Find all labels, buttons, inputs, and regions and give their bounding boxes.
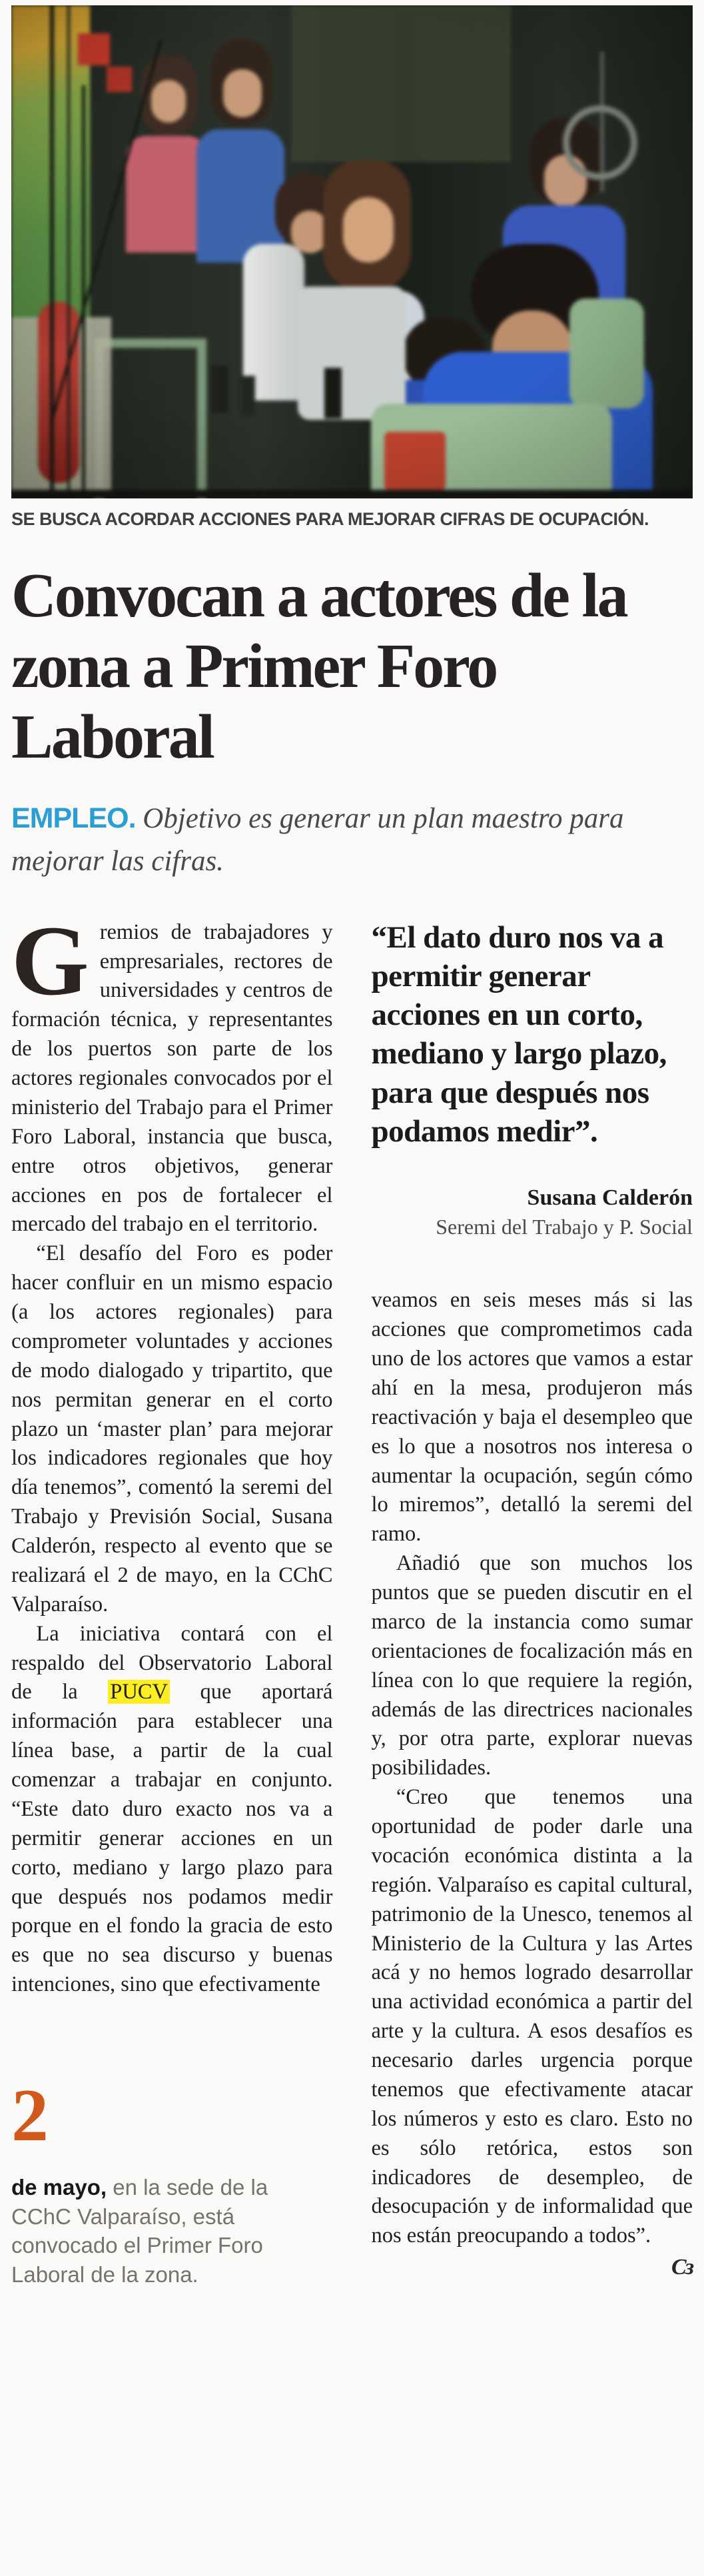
paragraph-2: “El desafío del Foro es poder hacer confluir en un mismo espacio (a los actores regionales) para comprometer voluntades y acciones de modo dialogado y tripartito, que nos permitan generar en el corto plazo un ‘master plan’ para mejorar los indicadores regionales que hoy día tenemos”, comentó la seremi del Trabajo y Previsión Social, Susana Calderón, respecto al evento que se realizará el 2 de mayo, en la CChC Valparaíso. bbox=[11, 1241, 333, 1616]
paragraph-6-text: “Creo que tenemos una oportunidad de poder darle una vocación económica distinta a la región. Valparaíso es capital cultural, patrimonio de la Unesco, tenemos al Ministerio de la Cultura y las Artes acá y no hemos logrado desarrollar una actividad económica a partir del arte y la cultura. A esos desafíos es necesario darles urgencia porque tenemos que efectivamente atacar los números y esto es claro. Esto no es sólo retórica, estos son indicadores de desempleo, de desocupación y de informalidad que nos están preocupando a todos”. bbox=[371, 1785, 693, 2248]
paragraph-6 bbox=[371, 1783, 693, 2280]
kicker bbox=[11, 797, 684, 884]
kicker-section-label: EMPLEO. bbox=[11, 802, 136, 834]
quote-author-role: Seremi del Trabajo y P. Social bbox=[436, 1215, 693, 1239]
pull-quote: “El dato duro nos va a permitir generar acciones en un corto, mediano y largo plazo, para que después nos podamos medir”. bbox=[371, 920, 667, 1149]
highlighted-term: PUCV bbox=[108, 1680, 170, 1704]
paragraph-3-after: que aportará información para establecer una línea base, a partir de la cual comenzar a trabajar en conjunto. “Este dato duro exacto nos va a permitir generar acciones en un corto, mediano y largo plazo para que después nos podamos medir porque en el fondo la gracia de esto es que no sea discurso y buenas intenciones, sino que efectivamente bbox=[11, 1680, 333, 1997]
article-columns bbox=[11, 905, 693, 2289]
article-photo bbox=[11, 5, 693, 498]
photo-caption: SE BUSCA ACORDAR ACCIONES PARA MEJORAR CIFRAS DE OCUPACIÓN. bbox=[11, 509, 649, 529]
fact-box-bold-text: de mayo, bbox=[11, 2175, 107, 2200]
photo-vignette bbox=[11, 5, 693, 498]
paragraph-5: Añadió que son muchos los puntos que se pueden discutir en el marco de la instancia como sumar orientaciones de focalización más en línea con lo que requiere la región, además de las directrices nacionales y, por otra parte, explorar nuevas posibilidades. bbox=[371, 1551, 693, 1780]
quote-author: Susana Calderón bbox=[527, 1185, 693, 1211]
left-column bbox=[11, 905, 333, 2289]
kicker-subhead: Objetivo es generar un plan maestro para mejorar las cifras. bbox=[11, 802, 624, 878]
paragraph-1 bbox=[11, 905, 333, 1240]
paragraph-1-text: remios de trabajadores y empresariales, rectores de universidades y centros de formación técnica, y representantes de los puertos son parte de los actores regionales convocados por el ministerio del Trabajo para el Primer Foro Laboral, instancia que busca, entre otros objetivos, generar acciones en pos de fortalecer el mercado del trabajo en el territorio. bbox=[11, 920, 333, 1237]
fact-box-rest-text: en la sede de la CChC Valparaíso, está convocado el Primer Foro Laboral de la zona. bbox=[11, 2175, 268, 2287]
paragraph-3 bbox=[11, 1620, 333, 2000]
fact-box-text bbox=[11, 2173, 304, 2289]
headline: Convocan a actores de la zona a Primer Foro Laboral bbox=[11, 561, 627, 772]
end-of-article-mark: Cз bbox=[671, 2255, 693, 2280]
fact-box bbox=[11, 2074, 304, 2289]
paragraph-3-before: La iniciativa contará con el respaldo del Observatorio Laboral de la bbox=[11, 1621, 333, 1704]
paragraph-4: veamos en seis meses más si las acciones que comprometimos cada uno de los actores que vamos a estar ahí en la mesa, produjeron más reactivación y baja el desempleo que es lo que a nosotros nos interesa o aumentar la ocupación, según cómo lo miremos”, detalló la seremi del ramo. bbox=[371, 1288, 693, 1547]
right-column-body bbox=[371, 1286, 693, 2280]
pull-quote-attribution bbox=[372, 1185, 693, 1239]
fact-box-number: 2 bbox=[11, 2074, 49, 2158]
right-column bbox=[372, 918, 693, 2279]
dropcap: G bbox=[11, 905, 89, 1016]
